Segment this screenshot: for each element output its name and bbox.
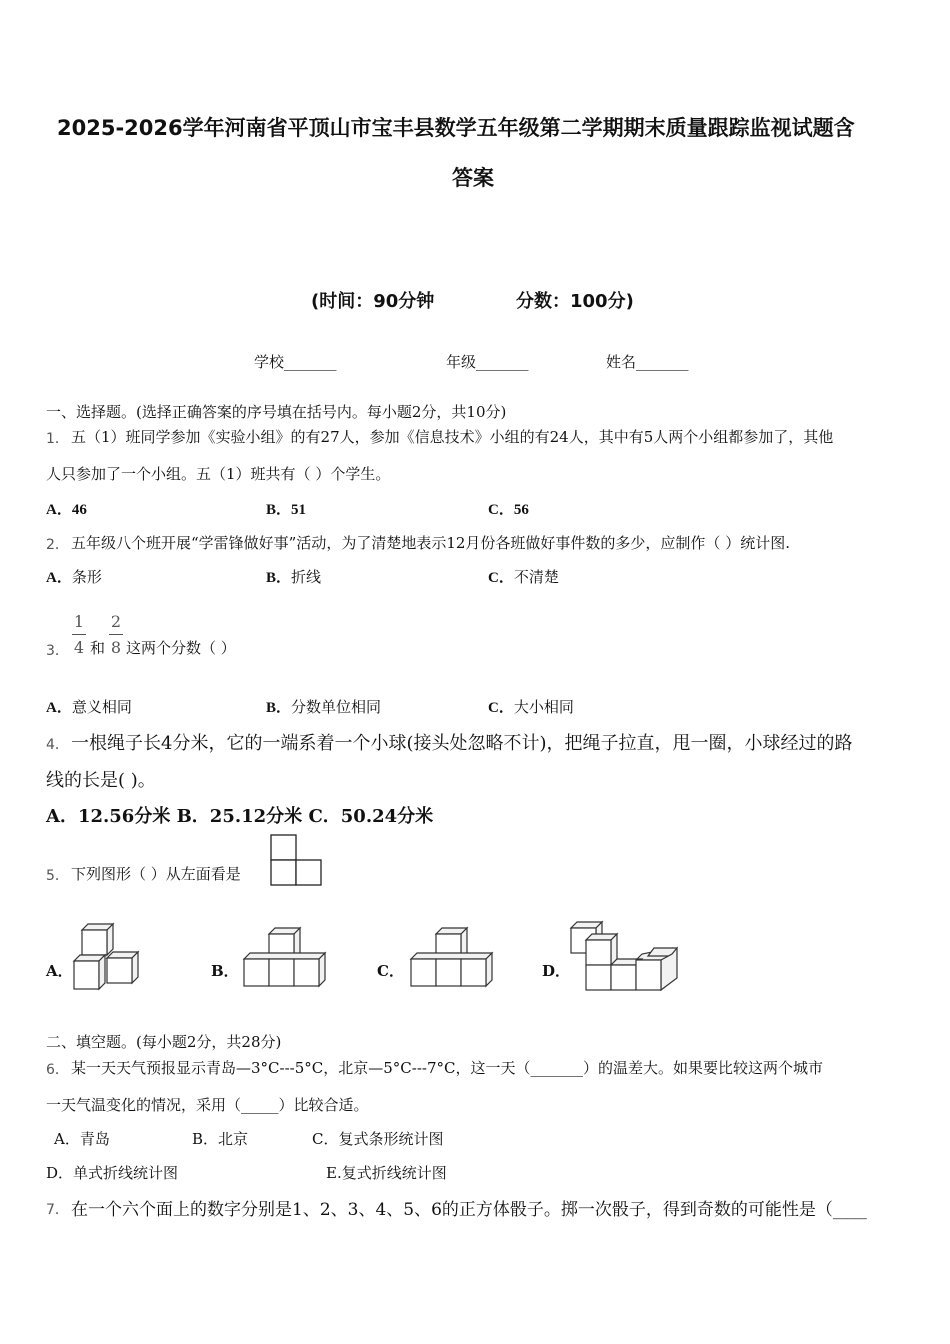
cube-figure-a (72, 922, 144, 994)
q1-option-a: A．46 (46, 502, 87, 518)
left-view-figure (270, 834, 324, 888)
q4-options: A．12.56分米 B．25.12分米 C．50.24分米 (46, 806, 434, 827)
q1-number: 1． (46, 431, 69, 447)
q5-option-a: A． (46, 962, 73, 980)
q2-option-a: A．条形 (46, 568, 102, 586)
q1-line1: 五（1）班同学参加《实验小组》的有27人，参加《信息技术》小组的有24人，其中有5人两个小组都参加了，其他 (71, 428, 834, 446)
q6-number: 6． (46, 1062, 69, 1078)
q5-option-b: B． (211, 962, 239, 980)
q4-line2: 线的长是( )。 (46, 770, 156, 791)
q2-option-c: C．不清楚 (488, 568, 559, 586)
q4-number: 4． (46, 737, 69, 753)
cube-figure-c (409, 924, 501, 990)
q6-line2: 一天气温变化的情况，采用（_____）比较合适。 (46, 1096, 369, 1114)
q1-line2: 人只参加了一个小组。五（1）班共有（ ）个学生。 (46, 465, 391, 483)
school-field: 学校_______ (254, 353, 337, 371)
q2-option-b: B．折线 (266, 568, 322, 586)
name-field: 姓名_______ (606, 353, 689, 371)
q6-option-d: D．单式折线统计图 (46, 1164, 179, 1182)
q6-option-e: E.复式折线统计图 (326, 1164, 447, 1182)
exam-time: (时间：90分钟 (311, 291, 435, 312)
doc-title-line2: 答案 (452, 166, 494, 190)
q7-number: 7． (46, 1202, 69, 1218)
grade-field: 年级_______ (446, 353, 529, 371)
section2-header: 二、填空题。(每小题2分，共28分) (46, 1033, 282, 1051)
q7-text: 在一个六个面上的数字分别是1、2、3、4、5、6的正方体骰子。掷一次骰子，得到奇数的可能性是（____ (71, 1200, 867, 1220)
q5-text: 下列图形（ ）从左面看是 (71, 865, 241, 883)
q1-option-c: C．56 (488, 502, 529, 518)
q1-option-b: B．51 (266, 502, 307, 518)
q3-option-a: A．意义相同 (46, 698, 132, 716)
q5-option-c: C． (377, 962, 404, 980)
doc-title-line1: 2025-2026学年河南省平顶山市宝丰县数学五年级第二学期期末质量跟踪监视试题含 (57, 116, 855, 140)
q5-number: 5． (46, 868, 69, 884)
q3-option-b: B．分数单位相同 (266, 698, 382, 716)
fraction-one-quarter: 1 4 (73, 612, 85, 657)
q3-option-c: C．大小相同 (488, 698, 574, 716)
q5-option-d: D． (542, 962, 571, 980)
q3-number: 3． (46, 643, 69, 659)
exam-score: 分数：100分) (516, 291, 634, 312)
q2-number: 2． (46, 537, 69, 553)
q6-option-c: C．复式条形统计图 (312, 1130, 444, 1148)
q2-text: 五年级八个班开展“学雷锋做好事”活动，为了清楚地表示12月份各班做好事件数的多少，应制作（ ）统计图. (71, 534, 790, 552)
q6-line1: 某一天天气预报显示青岛—3°C---5°C，北京—5°C---7°C，这一天（_______）的温差大。如果要比较这两个城市 (71, 1059, 823, 1077)
cube-figure-d (568, 920, 680, 994)
q3-text: 这两个分数（ ） (126, 639, 236, 657)
section1-header: 一、选择题。(选择正确答案的序号填在括号内。每小题2分，共10分) (46, 403, 507, 421)
q3-and: 和 (90, 639, 106, 657)
cube-figure-b (242, 924, 334, 990)
fraction-two-eighths: 2 8 (110, 612, 122, 657)
q6-option-a: A．青岛 (54, 1130, 110, 1148)
q4-line1: 一根绳子长4分米，它的一端系着一个小球(接头处忽略不计)，把绳子拉直，甩一圈，小球经过的路 (71, 733, 853, 754)
q6-option-b: B．北京 (192, 1130, 249, 1148)
